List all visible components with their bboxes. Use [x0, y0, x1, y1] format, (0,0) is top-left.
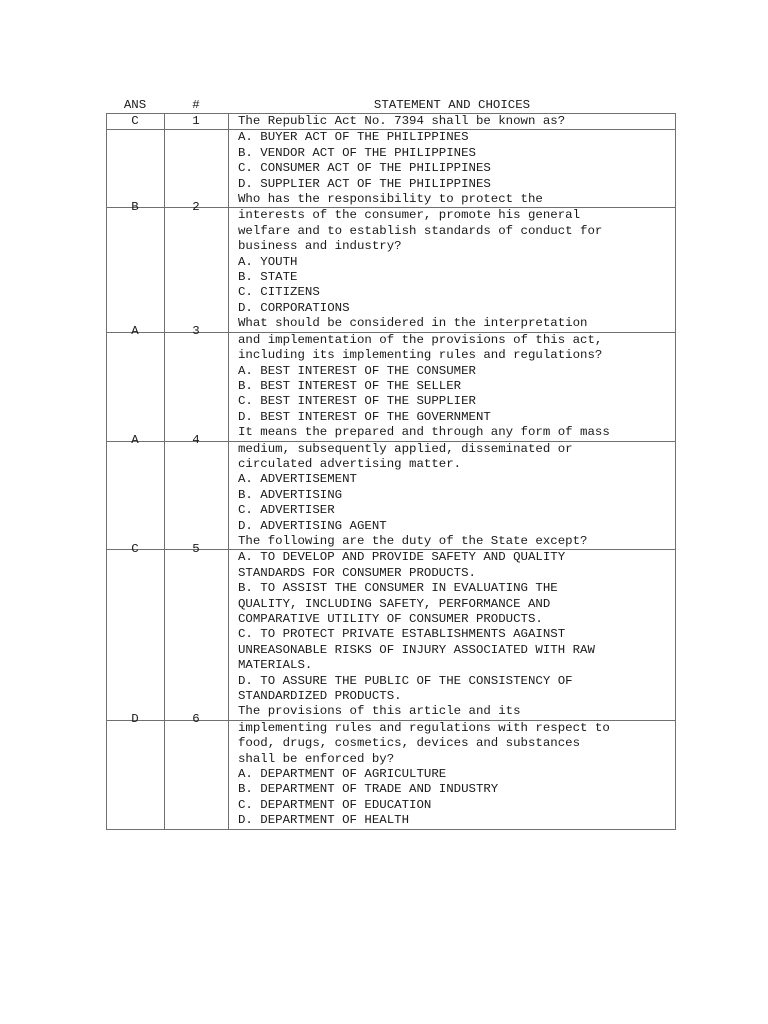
statement-line: MATERIALS.	[238, 658, 313, 673]
statement-line: STANDARDS FOR CONSUMER PRODUCTS.	[238, 565, 476, 580]
header-statement: STATEMENT AND CHOICES	[373, 98, 531, 112]
header-number: #	[192, 98, 200, 112]
column-divider	[228, 333, 229, 441]
question-number-cell: 3	[192, 324, 200, 339]
statement-line: C. CONSUMER ACT OF THE PHILIPPINES	[238, 161, 491, 176]
statement-line: The provisions of this article and its	[238, 704, 521, 719]
statement-cell	[238, 550, 676, 719]
statement-line: D. SUPPLIER ACT OF THE PHILIPPINES	[238, 176, 491, 191]
header-ans: ANS	[123, 98, 147, 112]
statement-line: A. TO DEVELOP AND PROVIDE SAFETY AND QUALITY	[238, 550, 566, 565]
column-divider	[675, 721, 676, 829]
statement-cell	[238, 333, 676, 441]
statement-line: QUALITY, INCLUDING SAFETY, PERFORMANCE AND	[238, 596, 551, 611]
statement-line: implementing rules and regulations with respect to	[238, 720, 610, 735]
statement-line: A. DEPARTMENT OF AGRICULTURE	[238, 767, 447, 782]
statement-line: interests of the consumer, promote his general	[238, 208, 581, 223]
statement-line: The following are the duty of the State except?	[238, 533, 588, 548]
statement-line: B. STATE	[238, 270, 298, 285]
statement-line: B. BEST INTEREST OF THE SELLER	[238, 378, 462, 393]
statement-line: business and industry?	[238, 239, 402, 254]
table-body	[106, 113, 676, 830]
question-number-cell: 5	[192, 541, 200, 556]
statement-line: B. VENDOR ACT OF THE PHILIPPINES	[238, 145, 476, 160]
column-divider	[164, 721, 165, 829]
statement-line: What should be considered in the interpretation	[238, 316, 588, 331]
statement-line: food, drugs, cosmetics, devices and substances	[238, 736, 581, 751]
statement-line: D. ADVERTISING AGENT	[238, 518, 387, 533]
column-divider	[164, 442, 165, 550]
statement-line: UNREASONABLE RISKS OF INJURY ASSOCIATED WITH RAW	[238, 642, 595, 657]
statement-line: It means the prepared and through any form of mass	[238, 425, 610, 440]
answer-cell: C	[131, 114, 139, 128]
statement-line: B. ADVERTISING	[238, 487, 343, 502]
answer-cell: C	[131, 541, 139, 556]
statement-line: D. CORPORATIONS	[238, 300, 350, 315]
column-divider	[164, 550, 165, 719]
statement-line: C. CITIZENS	[238, 285, 320, 300]
table-row	[106, 114, 676, 130]
column-divider	[106, 208, 107, 331]
statement-line: A. BEST INTEREST OF THE CONSUMER	[238, 363, 476, 378]
column-divider	[106, 550, 107, 719]
statement-line: medium, subsequently applied, disseminated or	[238, 441, 573, 456]
statement-line: welfare and to establish standards of conduct for	[238, 223, 603, 238]
statement-line: circulated advertising matter.	[238, 456, 462, 471]
statement-line: D. TO ASSURE THE PUBLIC OF THE CONSISTENCY OF	[238, 673, 573, 688]
answer-cell: B	[131, 200, 139, 215]
column-divider	[106, 721, 107, 829]
statement-line: including its implementing rules and regulations?	[238, 348, 603, 363]
statement-line: The Republic Act No. 7394 shall be known as?	[238, 114, 566, 128]
question-number-cell: 1	[192, 114, 200, 128]
statement-line: Who has the responsibility to protect the	[238, 192, 543, 207]
statement-line: C. DEPARTMENT OF EDUCATION	[238, 797, 432, 812]
statement-line: and implementation of the provisions of this act,	[238, 332, 603, 347]
answer-cell: D	[131, 712, 139, 727]
column-divider	[164, 333, 165, 441]
statement-line: C. BEST INTEREST OF THE SUPPLIER	[238, 394, 476, 409]
question-number-cell: 6	[192, 712, 200, 727]
statement-cell	[238, 130, 676, 207]
column-divider	[675, 130, 676, 207]
column-divider	[164, 208, 165, 331]
answer-key-table	[106, 97, 676, 830]
table-row	[106, 441, 676, 556]
column-divider	[675, 550, 676, 719]
statement-line: A. BUYER ACT OF THE PHILIPPINES	[238, 130, 469, 145]
column-divider	[106, 130, 107, 207]
question-number-cell: 4	[192, 433, 200, 448]
column-divider	[675, 333, 676, 441]
column-divider	[675, 442, 676, 550]
column-divider	[228, 442, 229, 550]
statement-line: B. TO ASSIST THE CONSUMER IN EVALUATING THE	[238, 581, 558, 596]
statement-line: A. YOUTH	[238, 254, 298, 269]
table-row	[106, 130, 676, 215]
table-row	[106, 550, 676, 727]
column-divider	[228, 130, 229, 207]
column-divider	[228, 208, 229, 331]
table-header	[106, 97, 676, 113]
column-divider	[675, 208, 676, 331]
statement-line: shall be enforced by?	[238, 751, 395, 766]
statement-line: D. DEPARTMENT OF HEALTH	[238, 813, 410, 828]
column-divider	[228, 550, 229, 719]
statement-line: D. BEST INTEREST OF THE GOVERNMENT	[238, 409, 491, 424]
statement-line: C. TO PROTECT PRIVATE ESTABLISHMENTS AGAINST	[238, 627, 566, 642]
statement-line: A. ADVERTISEMENT	[238, 472, 357, 487]
statement-cell	[238, 721, 676, 829]
statement-line: B. DEPARTMENT OF TRADE AND INDUSTRY	[238, 782, 499, 797]
statement-cell	[238, 114, 676, 129]
column-divider	[164, 130, 165, 207]
column-divider	[106, 333, 107, 441]
answer-cell: A	[131, 433, 139, 448]
statement-line: C. ADVERTISER	[238, 503, 335, 518]
table-row	[106, 208, 676, 339]
statement-cell	[238, 208, 676, 331]
question-number-cell: 2	[192, 200, 200, 215]
statement-cell	[238, 442, 676, 550]
column-divider	[228, 721, 229, 829]
table-row	[106, 332, 676, 448]
column-divider	[675, 114, 676, 129]
column-divider	[106, 442, 107, 550]
table-row	[106, 721, 676, 830]
column-divider	[228, 114, 229, 129]
statement-line: STANDARDIZED PRODUCTS.	[238, 689, 402, 704]
answer-cell: A	[131, 324, 139, 339]
statement-line: COMPARATIVE UTILITY OF CONSUMER PRODUCTS.	[238, 612, 543, 626]
